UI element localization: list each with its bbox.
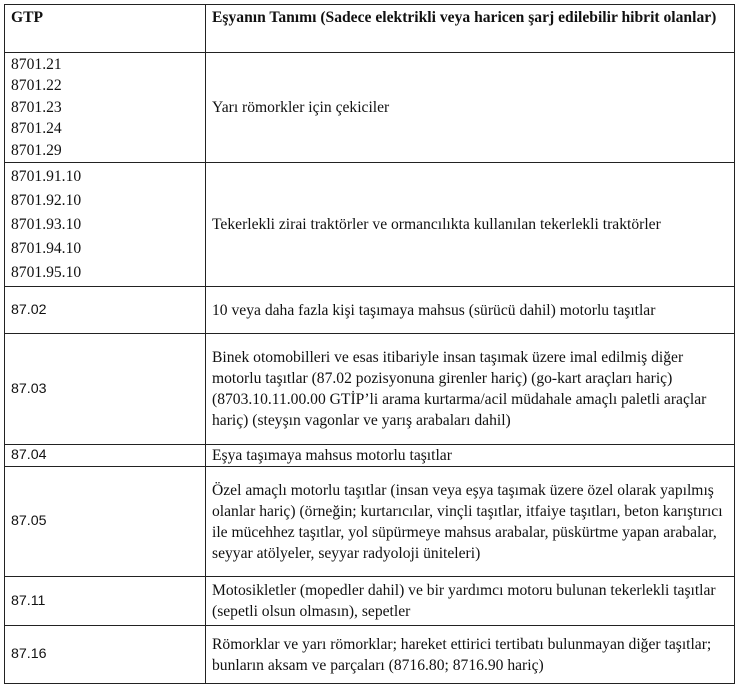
- code-cell: [5, 53, 206, 163]
- code-value: 8701.24: [11, 120, 62, 138]
- description-cell: Yarı römorkler için çekiciler: [206, 53, 735, 163]
- code-cell: [5, 163, 206, 287]
- header-code: GTP: [5, 5, 206, 53]
- table-row: [5, 334, 735, 445]
- code-cell: 87.16: [5, 626, 206, 684]
- code-value: 8701.29: [11, 141, 62, 159]
- code-cell: 87.02: [5, 287, 206, 334]
- table-row: [5, 287, 735, 334]
- table-row: [5, 163, 735, 287]
- description-cell: Eşya taşımaya mahsus motorlu taşıtlar: [206, 445, 735, 467]
- code-value: 8701.93.10: [11, 215, 82, 233]
- table-row: [5, 626, 735, 684]
- description-cell: 10 veya daha fazla kişi taşımaya mahsus (sürücü dahil) motorlu taşıtlar: [206, 287, 735, 334]
- code-value: 8701.92.10: [11, 191, 82, 209]
- code-cell: 87.05: [5, 467, 206, 577]
- code-value: 8701.91.10: [11, 167, 82, 185]
- header-description: Eşyanın Tanımı (Sadece elektrikli veya haricen şarj edilebilir hibrit olanlar): [206, 5, 735, 53]
- header-row: [5, 5, 735, 53]
- goods-table: [4, 4, 735, 684]
- table-row: [5, 467, 735, 577]
- description-cell: Römorklar ve yarı römorklar; hareket ettirici tertibatı bulunmayan diğer taşıtlar; bunların aksam ve parçaları (8716.80; 8716.90 hariç): [206, 626, 735, 684]
- code-cell: 87.04: [5, 445, 206, 467]
- code-value: 8701.94.10: [11, 239, 82, 257]
- code-value: 8701.21: [11, 55, 62, 73]
- code-cell: 87.03: [5, 334, 206, 445]
- description-cell: Özel amaçlı motorlu taşıtlar (insan veya eşya taşımak üzere özel olarak yapılmış olanlar hariç) (örneğin; kurtarıcılar, vinçli taşıtlar, itfaiye taşıtları, beton karıştırıcı ile mücehhez taşıtlar, yol süpürmeye mahsus arabalar, püskürtme yapan arabalar, seyyar atölyeler, seyyar radyoloji üniteleri): [206, 467, 735, 577]
- code-value: 8701.22: [11, 77, 62, 95]
- table-row: [5, 53, 735, 163]
- description-cell: Binek otomobilleri ve esas itibariyle insan taşımak üzere imal edilmiş diğer motorlu taşıtlar (87.02 pozisyonuna girenler hariç) (go-kart araçları hariç) (8703.10.11.00.00 GTİP’li arama kurtarma/acil müdahale amaçlı paletli araçlar hariç) (steyşın vagonlar ve yarış arabaları dahil): [206, 334, 735, 445]
- description-cell: Motosikletler (mopedler dahil) ve bir yardımcı motoru bulunan tekerlekli taşıtlar (sepetli olsun olmasın), sepetler: [206, 577, 735, 626]
- table-row: [5, 577, 735, 626]
- code-value: 8701.95.10: [11, 263, 82, 281]
- code-cell: 87.11: [5, 577, 206, 626]
- description-cell: Tekerlekli zirai traktörler ve ormancılıkta kullanılan tekerlekli traktörler: [206, 163, 735, 287]
- code-value: 8701.23: [11, 98, 62, 116]
- table-row: [5, 445, 735, 467]
